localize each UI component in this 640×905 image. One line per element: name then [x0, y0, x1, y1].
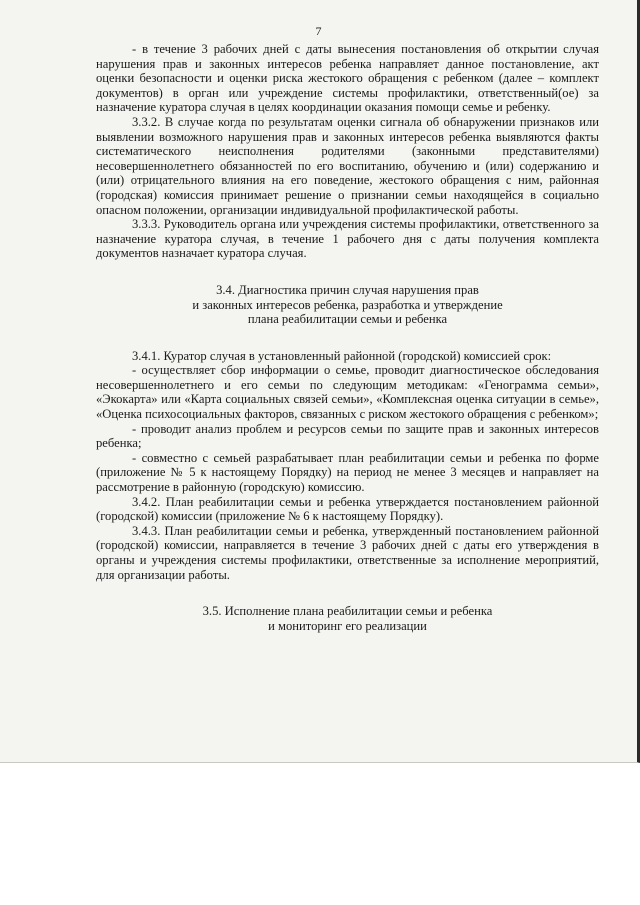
document-body [96, 42, 599, 633]
list-item-diagnostics: - осуществляет сбор информации о семье, проводит диагностическое обследования несовершеннолетнего и его семьи по следующим методикам: «Генограмма семьи», «Экокарта» или «Карта социальных связей семьи», «Комплексная оценка ситуации в семье», «Оценка психосоциальных факторов, связанных с риском жестокого обращения с ребенком»; [96, 363, 599, 422]
page-number: 7 [315, 24, 322, 38]
section-heading-3-4 [96, 283, 599, 327]
heading-line: и законных интересов ребенка, разработка и утверждение [192, 297, 503, 312]
paragraph-3-4-3: 3.4.3. План реабилитации семьи и ребенка, утвержденный постановлением районной (городской) комиссии, направляется в течение 3 рабочих дней с даты его утверждения в органы и учреждения системы профилактики, ответственные за исполнение мероприятий, для организации работы. [96, 523, 599, 582]
heading-line: 3.4. Диагностика причин случая нарушения прав [216, 282, 479, 297]
heading-line: 3.5. Исполнение плана реабилитации семьи и ребенка [202, 604, 493, 619]
paragraph-3-3-2: 3.3.2. В случае когда по результатам оценки сигнала об обнаружении признаков или выявлении возможного нарушения прав и законных интересов ребенка выявляются факты систематического неисполнения родителями (законными представителями) несовершеннолетнего обязанностей по его воспитанию, обучению и (или) содержанию и (или) отрицательного влияния на его поведение, жестокого обращения с ним, районная (городская) комиссия принимает решение о признании семьи находящейся в социально опасном положении, организации индивидуальной профилактической работы. [96, 114, 599, 217]
paragraph-send-documents: - в течение 3 рабочих дней с даты вынесения постановления об открытии случая нарушения прав и законных интересов ребенка направляет данное постановление, акт оценки безопасности и оценки риска жестокого обращения с ребенком (далее – комплект документов) в орган или учреждение системы профилактики, ответственный(ое) за назначение куратора случая в целях координации оказания помощи семье и ребенку. [96, 42, 599, 115]
list-item-plan: - совместно с семьей разрабатывает план реабилитации семьи и ребенка по форме (приложение № 5 к настоящему Порядку) на период не менее 3 месяцев и направляет на рассмотрение в районную (городскую) комиссию. [96, 450, 599, 495]
heading-line: и мониторинг его реализации [268, 618, 427, 633]
paragraph-3-4-1: 3.4.1. Куратор случая в установленный районной (городской) комиссией срок: [132, 348, 552, 363]
paragraph-3-3-3: 3.3.3. Руководитель органа или учреждения системы профилактики, ответственного за назначение куратора случая, в течение 1 рабочего дня с даты получения комплекта документов назначает куратора случая. [96, 217, 599, 261]
section-heading-3-5 [96, 604, 599, 633]
heading-line: плана реабилитации семьи и ребенка [247, 312, 448, 327]
paragraph-3-4-2: 3.4.2. План реабилитации семьи и ребенка утверждается постановлением районной (городской) комиссии (приложение № 6 к настоящему Порядку). [96, 494, 599, 524]
list-item-analysis: - проводит анализ проблем и ресурсов семьи по защите прав и законных интересов ребенка; [96, 421, 599, 451]
